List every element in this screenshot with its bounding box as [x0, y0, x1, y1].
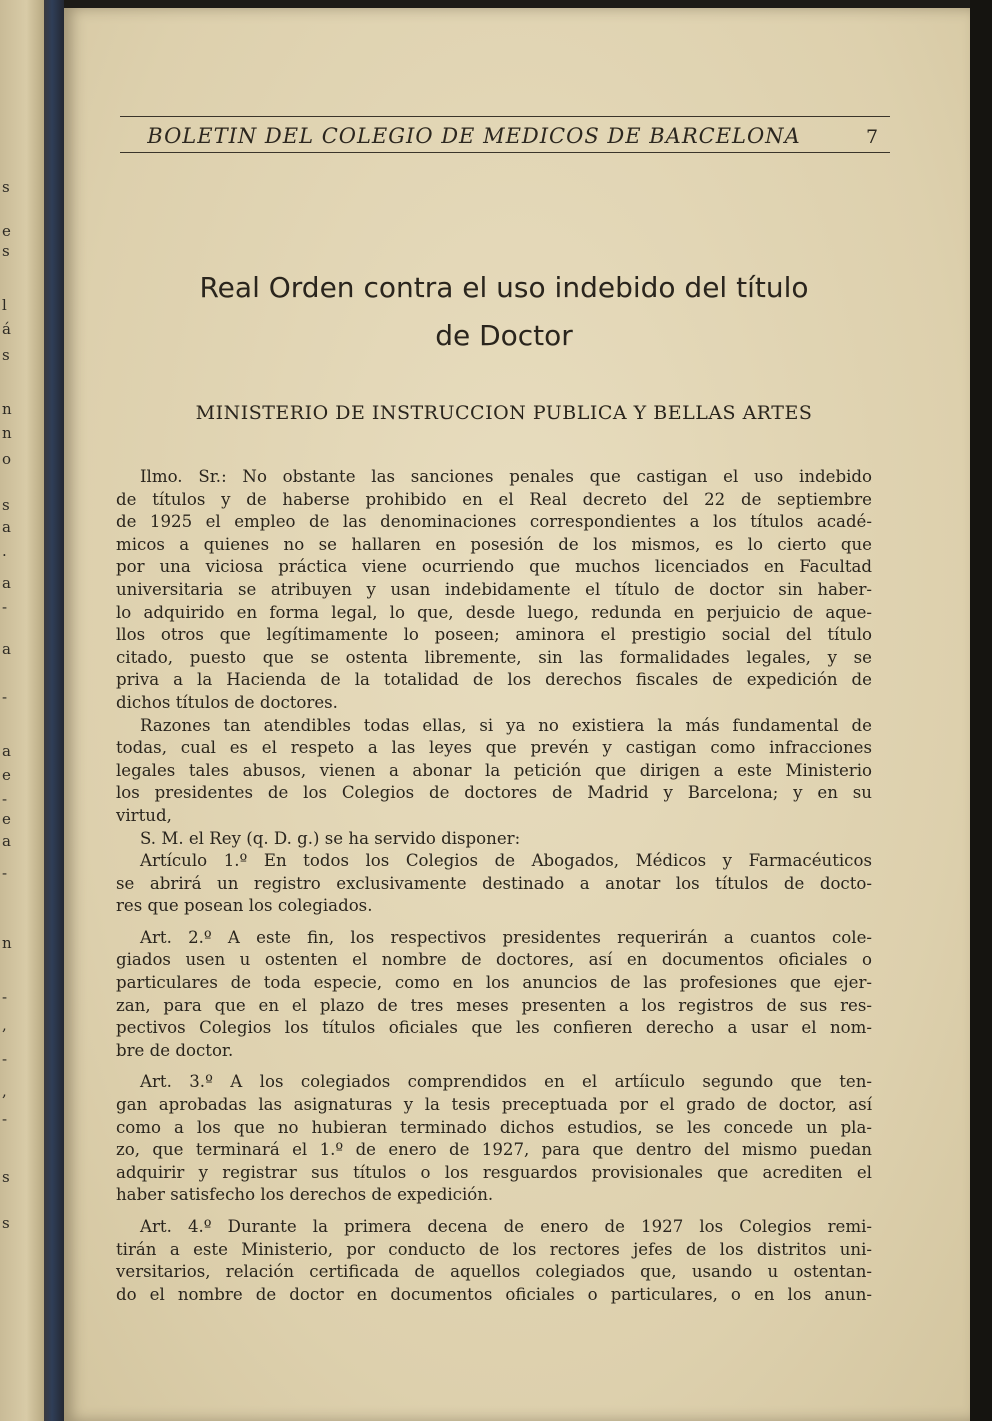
facing-page-fragment: l	[2, 296, 7, 314]
facing-page-fragment: a	[2, 640, 11, 658]
text-line: gan aprobadas las asignaturas y la tesis preceptuada por el grado de doctor, así	[116, 1095, 872, 1115]
text-line: res que posean los colegiados.	[116, 896, 373, 916]
facing-page-fragment: s	[2, 242, 10, 260]
text-line: virtud,	[116, 805, 172, 825]
header-top-rule	[120, 116, 890, 117]
paragraph-spacer	[116, 1207, 872, 1216]
facing-page-fragment: e	[2, 766, 11, 784]
text-line: Art. 4.º Durante la primera decena de enero de 1927 los Colegios remi-	[140, 1217, 872, 1236]
article-title	[144, 264, 864, 360]
facing-page-fragment: .	[2, 542, 7, 560]
document-page	[64, 8, 970, 1421]
facing-page-fragment: -	[2, 598, 8, 616]
text-line: zan, para que en el plazo de tres meses presenten a los registros de sus res-	[116, 995, 872, 1015]
facing-page-fragment: -	[2, 864, 8, 882]
paragraph-spacer	[116, 1062, 872, 1071]
facing-page-fragment: o	[2, 450, 12, 468]
facing-page-fragment: a	[2, 518, 11, 536]
facing-page-fragment: s	[2, 1168, 10, 1186]
text-line: lo adquirido en forma legal, lo que, desde luego, redunda en perjuicio de aque-	[116, 602, 872, 622]
article-body	[116, 466, 872, 1306]
paragraph	[116, 828, 872, 851]
facing-page-fragment: e	[2, 222, 11, 240]
paragraph	[116, 850, 872, 918]
article-title-line-1: Real Orden contra el uso indebido del título	[199, 271, 809, 304]
facing-page-fragment: e	[2, 810, 11, 828]
facing-page-fragment: -	[2, 688, 8, 706]
text-line: Razones tan atendibles todas ellas, si ya no existiera la más fundamental de	[140, 715, 872, 735]
facing-page-fragment: ,	[2, 1082, 7, 1100]
text-line: Art. 3.º A los colegiados comprendidos en el artíiculo segundo que ten-	[140, 1072, 872, 1092]
text-line: tirán a este Ministerio, por conducto de los rectores jefes de los distritos uni-	[116, 1239, 872, 1259]
paragraph	[116, 1071, 872, 1207]
text-line: los presidentes de los Colegios de doctores de Madrid y Barcelona; y en su	[116, 783, 872, 803]
facing-page-fragment: a	[2, 832, 11, 850]
facing-page-fragment: s	[2, 496, 10, 514]
facing-page-fragment: s	[2, 178, 10, 196]
scan-border	[970, 0, 992, 1421]
paragraph	[116, 1216, 872, 1306]
text-line: Artículo 1.º En todos los Colegios de Abogados, Médicos y Farmacéuticos	[140, 851, 872, 871]
text-line: todas, cual es el respeto a las leyes que prevén y castigan como infracciones	[116, 738, 872, 758]
paragraph-spacer	[116, 918, 872, 927]
text-line: S. M. el Rey (q. D. g.) se ha servido disponer:	[140, 828, 521, 848]
facing-page-edge	[0, 0, 44, 1421]
article-title-line-2: de Doctor	[435, 319, 573, 352]
header-bottom-rule	[120, 152, 890, 153]
text-line: giados usen u ostenten el nombre de doctores, así en documentos oficiales o	[116, 950, 872, 970]
text-line: adquirir y registrar sus títulos o los resguardos provisionales que acrediten el	[116, 1162, 872, 1182]
facing-page-fragment: -	[2, 988, 8, 1006]
text-line: Ilmo. Sr.: No obstante las sanciones penales que castigan el uso indebido	[140, 467, 872, 486]
facing-page-fragment: -	[2, 1110, 8, 1128]
facing-page-fragment: ,	[2, 1016, 7, 1034]
facing-page-fragment: n	[2, 400, 12, 418]
facing-page-fragment: n	[2, 934, 12, 952]
facing-page-fragment: -	[2, 1050, 8, 1068]
text-line: como a los que no hubieran terminado dichos estudios, se les concede un pla-	[116, 1117, 872, 1137]
text-line: citado, puesto que se ostenta libremente, sin las formalidades legales, y se	[116, 647, 872, 667]
text-line: particulares de toda especie, como en los anuncios de las profesiones que ejer-	[116, 973, 872, 993]
facing-page-fragment: -	[2, 790, 8, 808]
ministry-heading: MINISTERIO DE INSTRUCCION PUBLICA Y BELLAS ARTES	[195, 402, 813, 424]
text-line: zo, que terminará el 1.º de enero de 1927, para que dentro del mismo puedan	[116, 1140, 872, 1160]
text-line: de títulos y de haberse prohibido en el Real decreto del 22 de septiembre	[116, 489, 872, 509]
paragraph	[116, 715, 872, 828]
paragraph	[116, 927, 872, 1063]
text-line: legales tales abusos, vienen a abonar la petición que dirigen a este Ministerio	[116, 760, 872, 780]
facing-page-fragment: s	[2, 1214, 10, 1232]
book-gutter	[44, 0, 64, 1421]
page-number: 7	[866, 126, 879, 148]
facing-page-fragment: á	[2, 320, 11, 338]
text-line: dichos títulos de doctores.	[116, 692, 338, 712]
text-line: pectivos Colegios los títulos oficiales que les confieren derecho a usar el nom-	[116, 1018, 872, 1038]
text-line: de 1925 el empleo de las denominaciones correspondientes a los títulos acadé-	[116, 512, 872, 532]
text-line: llos otros que legítimamente lo poseen; aminora el prestigio social del título	[116, 625, 872, 645]
paragraph	[116, 466, 872, 715]
facing-page-fragment: n	[2, 424, 12, 442]
text-line: por una viciosa práctica viene ocurriendo que muchos licenciados en Facultad	[116, 557, 872, 577]
text-line: universitaria se atribuyen y usan indebidamente el título de doctor sin haber-	[116, 579, 872, 599]
text-line: se abrirá un registro exclusivamente destinado a anotar los títulos de docto-	[116, 873, 872, 893]
running-header: BOLETIN DEL COLEGIO DE MEDICOS DE BARCELONA	[147, 124, 801, 148]
text-line: bre de doctor.	[116, 1040, 234, 1060]
text-line: micos a quienes no se hallaren en posesión de los mismos, es lo cierto que	[116, 534, 872, 554]
facing-page-fragment: a	[2, 574, 11, 592]
text-line: do el nombre de doctor en documentos oficiales o particulares, o en los anun-	[116, 1284, 872, 1304]
facing-page-fragment: a	[2, 742, 11, 760]
text-line: haber satisfecho los derechos de expedición.	[116, 1185, 494, 1205]
text-line: priva a la Hacienda de la totalidad de los derechos fiscales de expedición de	[116, 670, 872, 690]
facing-page-fragment: s	[2, 346, 10, 364]
text-line: Art. 2.º A este fin, los respectivos presidentes requerirán a cuantos cole-	[140, 927, 872, 947]
text-line: versitarios, relación certificada de aquellos colegiados que, usando u ostentan-	[116, 1262, 872, 1282]
